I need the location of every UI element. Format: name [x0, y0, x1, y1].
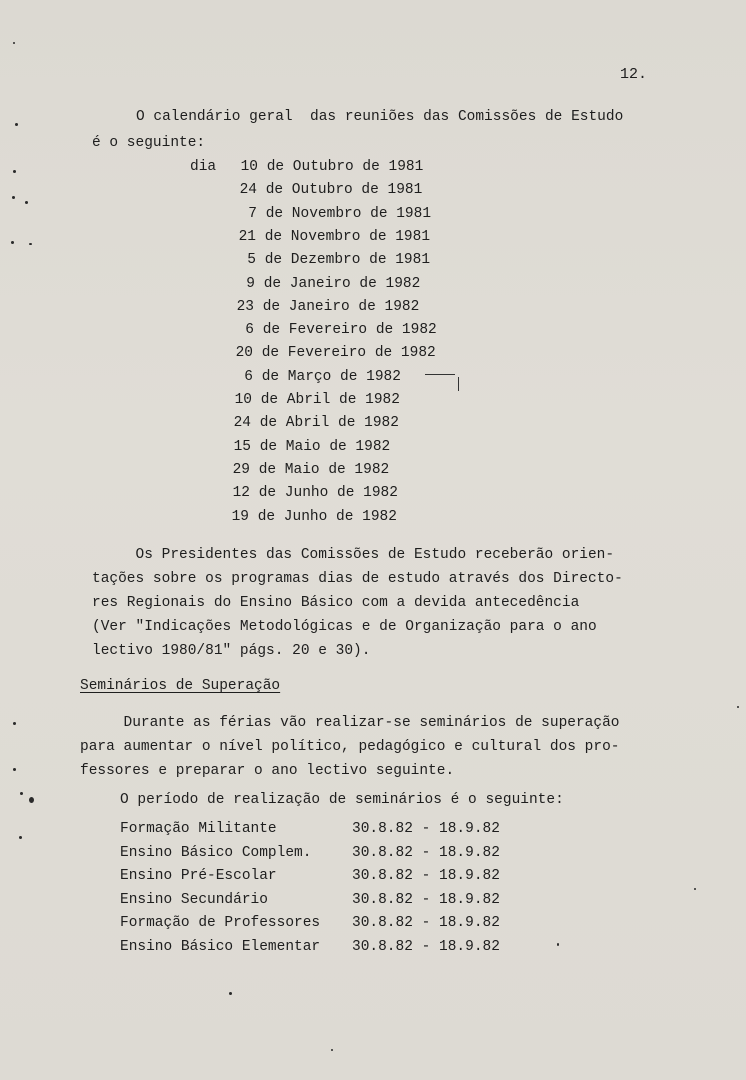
date-day: 10: [234, 392, 252, 408]
paragraph-line: res Regionais do Ensino Básico com a devida antecedência: [92, 595, 580, 611]
date-text: de Fevereiro de 1982: [261, 345, 436, 362]
seminar-period-row: [120, 938, 500, 956]
date-text: de Abril de 1982: [260, 392, 400, 408]
paragraph-line: para aumentar o nível político, pedagógico e cultural dos pro-: [80, 739, 620, 755]
date-text: de Dezembro de 1981: [264, 252, 431, 269]
calendar-date-row: [182, 484, 398, 502]
calendar-date-row: [186, 298, 419, 316]
period-intro: O período de realização de seminários é o seguinte:: [120, 792, 564, 808]
paragraph-line: Durante as férias vão realizar-se seminários de superação: [80, 715, 620, 731]
seminar-period-row: [120, 820, 500, 838]
calendar-date-row: [187, 275, 420, 293]
calendar-date-row: [184, 391, 400, 409]
scan-speck: [29, 797, 34, 803]
date-text: de Janeiro de 1982: [262, 298, 420, 315]
calendar-date-row: [183, 438, 390, 456]
date-text: de Maio de 1982: [258, 461, 390, 478]
scan-speck: [25, 201, 28, 204]
seminar-period-row: [120, 914, 500, 932]
date-text: de Junho de 1982: [257, 508, 397, 525]
scan-speck: [13, 768, 16, 771]
intro-line-2: é o seguinte:: [92, 135, 206, 151]
calendar-date-row: [189, 181, 422, 199]
scan-speck: [20, 792, 23, 795]
seminar-date-range: 30.8.82 - 18.9.82: [352, 915, 500, 931]
seminar-date-range: 30.8.82 - 18.9.82: [352, 891, 500, 908]
date-day: 20: [235, 345, 253, 362]
calendar-date-row: [190, 158, 423, 176]
calendar-date-row: [188, 228, 430, 246]
page-number: 12.: [620, 66, 648, 83]
scan-speck: [12, 196, 15, 199]
calendar-date-row: [182, 461, 389, 479]
seminar-type: Ensino Básico Complem.: [120, 844, 312, 861]
seminar-period-row: [120, 867, 500, 885]
scan-speck: [29, 243, 32, 245]
date-day: 24: [233, 415, 251, 432]
calendar-date-row: [183, 414, 399, 432]
date-day: 6: [244, 368, 253, 385]
calendar-date-row: [185, 344, 436, 362]
date-day: 12: [232, 485, 250, 502]
date-prefix: dia: [190, 159, 217, 175]
scan-speck: [557, 943, 559, 946]
paragraph-line: tações sobre os programas dias de estudo através dos Directo-: [92, 571, 623, 587]
seminar-date-range: 30.8.82 - 18.9.82: [352, 844, 500, 861]
seminar-type: Ensino Secundário: [120, 891, 268, 908]
paragraph-line: (Ver "Indicações Metodológicas e de Organização para o ano: [92, 619, 597, 635]
date-day: 9: [246, 275, 255, 292]
seminar-type: Ensino Básico Elementar: [120, 938, 321, 955]
paragraph-line: fessores e preparar o ano lectivo seguinte.: [80, 763, 455, 779]
date-day: 19: [231, 508, 249, 525]
date-text: de Janeiro de 1982: [263, 275, 421, 292]
handwritten-bracket-mark: [425, 374, 455, 393]
scan-speck: [331, 1049, 333, 1051]
date-text: de Outubro de 1981: [265, 182, 423, 199]
date-text: de Novembro de 1981: [264, 228, 431, 245]
date-text: de Novembro de 1981: [265, 205, 432, 222]
date-day: 21: [238, 228, 256, 245]
date-text: de Março de 1982: [261, 368, 401, 385]
calendar-date-row: [186, 321, 437, 339]
scan-speck: [13, 722, 16, 725]
seminar-type: Ensino Pré-Escolar: [120, 868, 277, 884]
seminar-date-range: 30.8.82 - 18.9.82: [352, 938, 500, 955]
seminar-date-range: 30.8.82 - 18.9.82: [352, 821, 500, 837]
scan-speck: [13, 170, 16, 173]
scan-speck: [694, 888, 696, 890]
seminar-type: Formação de Professores: [120, 915, 321, 931]
date-day: 23: [236, 298, 254, 315]
date-text: de Fevereiro de 1982: [262, 322, 437, 339]
date-day: 5: [247, 252, 256, 269]
calendar-date-row: [189, 205, 431, 223]
date-text: de Outubro de 1981: [266, 159, 424, 175]
seminar-period-row: [120, 844, 500, 862]
seminar-period-row: [120, 891, 500, 909]
calendar-date-row: [181, 508, 397, 526]
scan-speck: [11, 241, 14, 244]
section-heading-seminars: Seminários de Superação: [80, 678, 281, 694]
seminar-type: Formação Militante: [120, 821, 277, 837]
date-text: de Maio de 1982: [259, 438, 391, 455]
scan-speck: [15, 123, 18, 126]
date-day: 6: [245, 322, 254, 339]
intro-line-1: O calendário geral das reuniões das Comissões de Estudo: [136, 109, 624, 125]
date-text: de Junho de 1982: [258, 485, 398, 502]
date-day: 10: [240, 159, 258, 175]
paragraph-line: Os Presidentes das Comissões de Estudo receberão orien-: [92, 547, 615, 563]
date-text: de Abril de 1982: [259, 415, 399, 432]
seminar-date-range: 30.8.82 - 18.9.82: [352, 868, 500, 884]
scan-speck: [13, 42, 15, 44]
calendar-date-row: [185, 368, 401, 386]
date-day: 24: [239, 182, 257, 199]
scan-speck: [229, 992, 232, 995]
scan-speck: [19, 836, 22, 839]
paragraph-line: lectivo 1980/81" págs. 20 e 30).: [92, 643, 371, 659]
calendar-date-row: [188, 251, 430, 269]
date-day: 15: [233, 438, 251, 455]
date-day: 29: [232, 461, 250, 478]
date-day: 7: [248, 205, 257, 222]
scan-speck: [737, 706, 739, 708]
